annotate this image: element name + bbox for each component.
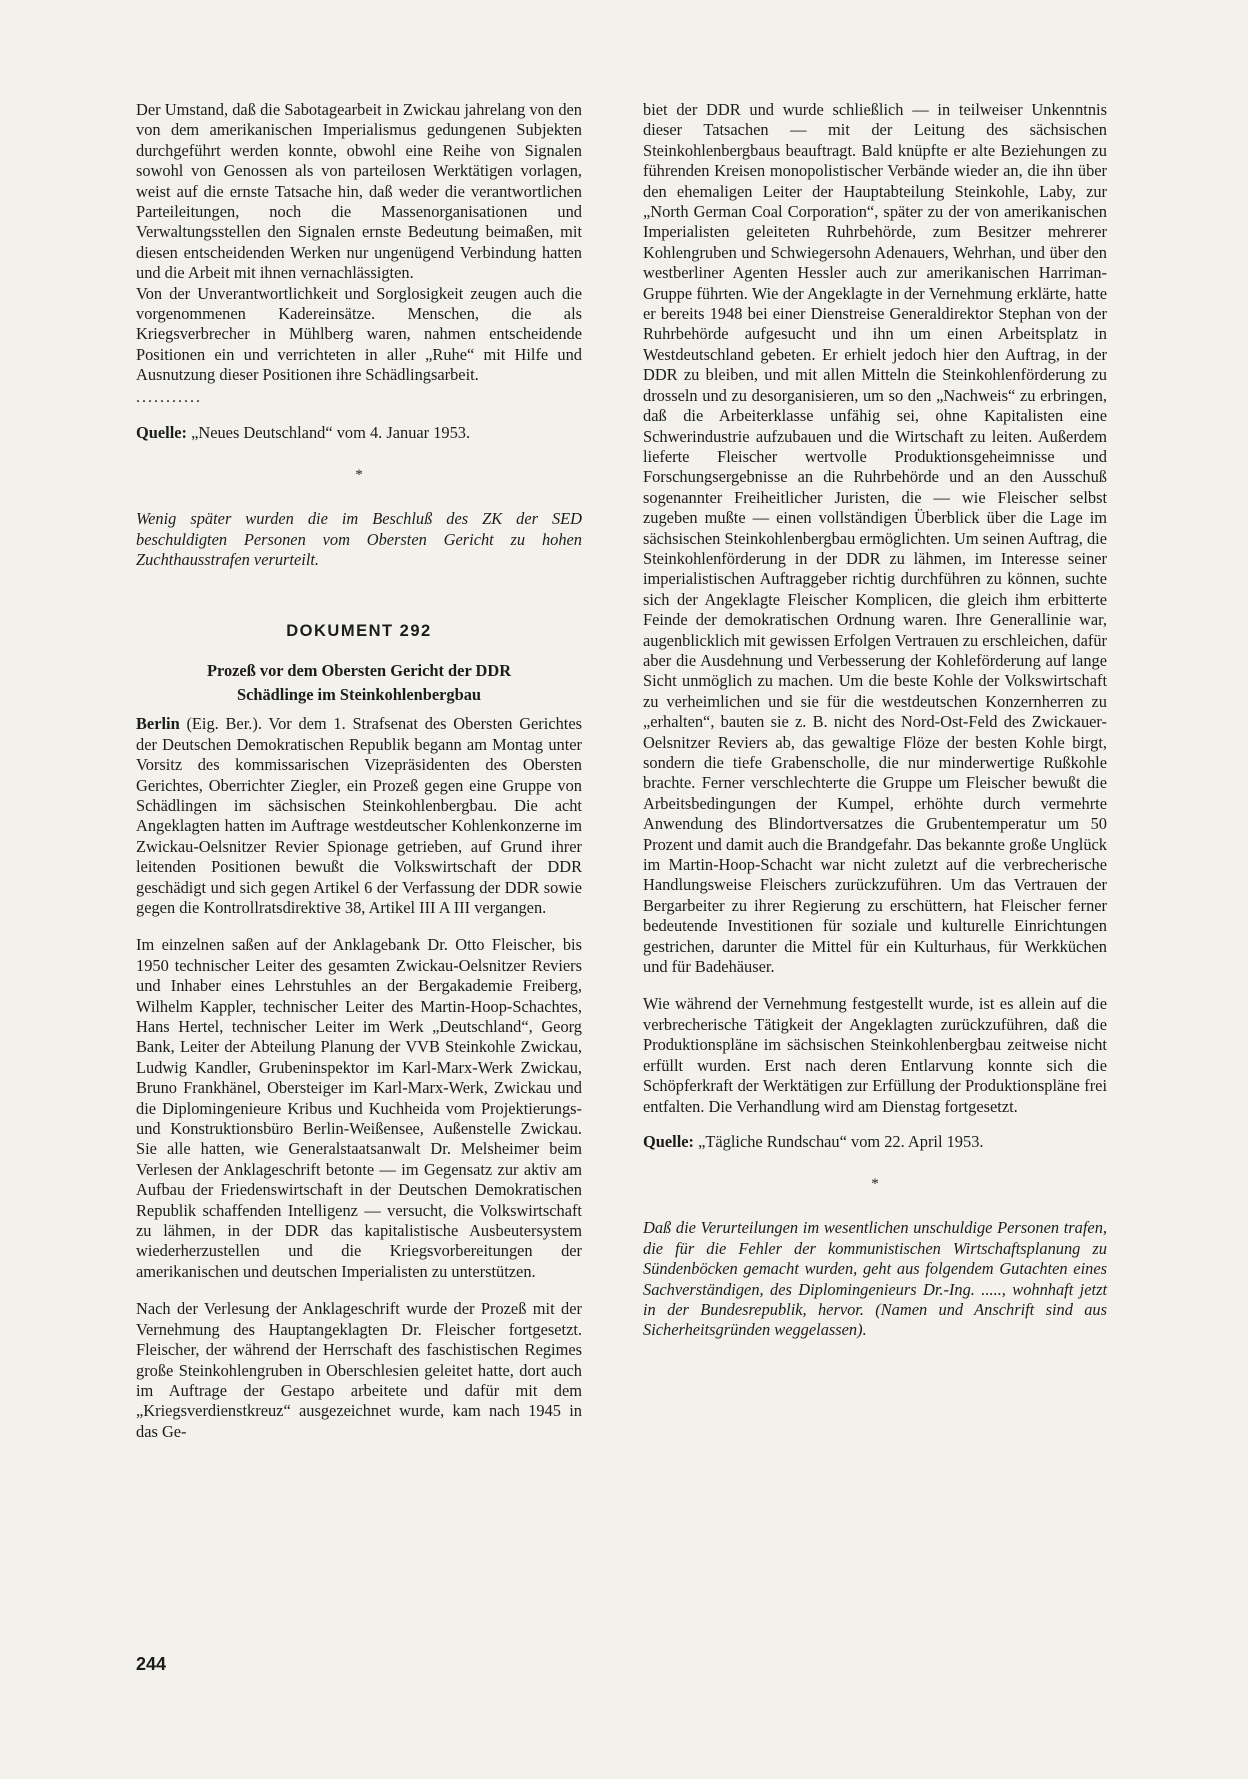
lead-paragraph <box>136 714 582 918</box>
paragraph: Von der Unverantwortlichkeit und Sorglosigkeit zeugen auch die vorgenommenen Kadereinsätze. Menschen, die als Kriegsverbrecher in Mühlberg waren, nahmen entscheidende Positionen ein und verrichteten in aller „Ruhe“ mit Hilfe und Ausnutzung dieser Positionen ihre Schädlingsarbeit. <box>136 283 582 385</box>
source-label: Quelle: <box>643 1131 694 1151</box>
source-text: „Neues Deutschland“ vom 4. Januar 1953. <box>186 422 471 442</box>
ellipsis-dots: ........... <box>136 388 202 406</box>
paragraph: Im einzelnen saßen auf der Anklagebank Dr. Otto Fleischer, bis 1950 technischer Leiter des gesamten Zwickau-Oelsnitzer Reviers und Inhaber eines Lehrstuhles an der Bergakademie Freiberg, Wilhelm Kappler, technischer Leiter des Martin-Hoop-Schachtes, Hans Hertel, technischer Leiter im Werk „Deutschland“, Georg Bank, Leiter der Abteilung Planung der VVB Steinkohle Zwickau, Ludwig Kandler, Grubeninspektor im Karl-Marx-Werk Zwickau, Bruno Frankhänel, Obersteiger im Karl-Marx-Werk, Zwickau und die Diplomingenieure Kribus und Kuchheida vom Projektierungs- und Konstruktionsbüro Berlin-Weißensee, Außenstelle Zwickau. Sie alle hatten, wie Generalstaatsanwalt Dr. Melsheimer beim Verlesen der Anklageschrift betonte — im Gegensatz zur aktiv am Aufbau der Friedenswirtschaft in der Deutschen Demokratischen Republik schaffenden Intelligenz — versucht, die Volkswirtschaft zu lähmen, in der DDR das kapitalistische Ausbeutersystem wiederherzustellen und die Kriegsvorbereitungen der amerikanischen und deutschen Imperialisten zu unterstützen. <box>136 935 582 1281</box>
editorial-note: Wenig später wurden die im Beschluß des ZK der SED beschuldigten Personen vom Obersten Gericht zu hohen Zuchthausstrafen verurteilt. <box>136 509 582 569</box>
dateline: Berlin <box>136 714 180 734</box>
document-heading: DOKUMENT 292 <box>286 622 432 641</box>
lead-text: (Eig. Ber.). Vor dem 1. Strafsenat des Obersten Gerichtes der Deutschen Demokratischen Republik begann am Montag unter Vorsitz des kommissarischen Vizepräsidenten des Obersten Gerichtes, Oberrichter Ziegler, ein Prozeß gegen eine Gruppe von Schädlingen im sächsischen Steinkohlenbergbau. Die acht Angeklagten hatten im Auftrage westdeutscher Kohlenkonzerne im Zwickau-Oelsnitzer Revier Spionage getrieben, auf Grund ihrer leitenden Positionen bewußt die Volkswirtschaft der DDR geschädigt und sich gegen Artikel 6 der Verfassung der DDR sowie gegen die Kontrollratsdirektive 38, Artikel III A III vergangen. <box>136 714 582 917</box>
source-citation <box>643 1132 1107 1152</box>
article-subheadline: Schädlinge im Steinkohlenbergbau <box>236 685 482 705</box>
paragraph: Wie während der Vernehmung festgestellt wurde, ist es allein auf die verbrecherische Tätigkeit der Angeklagten zurückzuführen, daß die Produktionspläne im sächsischen Steinkohlenbergbau zeitweise nicht erfüllt wurden. Erst nach deren Entlarvung konnte sich die Schöpferkraft der Werktätigen zur Erfüllung der Produktionspläne frei entfalten. Die Verhandlung wird am Dienstag fortgesetzt. <box>643 994 1107 1116</box>
article-headline: Prozeß vor dem Obersten Gericht der DDR <box>206 661 512 681</box>
right-column <box>643 100 1107 1341</box>
source-citation <box>136 423 582 443</box>
page-number: 244 <box>136 1654 167 1674</box>
left-column <box>136 100 582 1442</box>
editorial-note: Daß die Verurteilungen im wesentlichen unschuldige Personen trafen, die für die Fehler der kommunistischen Wirtschaftsplanung zu Sündenböcken gemacht wurden, geht aus folgendem Gutachten eines Sachverständigen, des Diplomingenieurs Dr.-Ing. ....., wohnhaft jetzt in der Bundesrepublik, hervor. (Namen und Anschrift sind aus Sicherheitsgründen weggelassen). <box>643 1218 1107 1340</box>
paragraph: biet der DDR und wurde schließlich — in teilweiser Unkenntnis dieser Tatsachen — mit der Leitung des sächsischen Steinkohlenbergbaus beauftragt. Bald knüpfte er alte Beziehungen zu führenden Kreisen monopolistischer Verbände wieder an, die ihn über den ehemaligen Leiter der Hauptabteilung Steinkohle, Laby, zur „North German Coal Corporation“, später zu der von amerikanischen Imperialisten geleiteten Ruhrbehörde, zum Besitzer mehrerer Kohlengruben und Schwiegersohn Adenauers, Wehrhan, und über den westberliner Agenten Hessler auch zur amerikanischen Harriman-Gruppe führten. Wie der Angeklagte in der Vernehmung erklärte, hatte er bereits 1948 bei einer Dienstreise Generaldirektor Stephan von der Ruhrbehörde aufgesucht und ihn um einen Arbeitsplatz in Westdeutschland gebeten. Er erhielt jedoch hier den Auftrag, in der DDR zu bleiben, und mit allen Mitteln die Steinkohlenförderung zu drosseln und zu desorganisieren, um so den „Nachweis“ zu erbringen, daß die Arbeiterklasse unfähig sei, ohne Kapitalisten eine Schwerindustrie aufzubauen und die Wirtschaft zu leiten. Außerdem lieferte Fleischer wertvolle Produktionsgeheimnisse und Forschungsergebnisse an die Ruhrbehörde und an den Ausschuß sogenannter Freiheitlicher Juristen, die — wie Fleischer selbst zugeben mußte — einen vollständigen Überblick über die Lage im sächsischen Steinkohlenbergbau ermöglichten. Um seinen Auftrag, die Steinkohlenförderung in der DDR zu lähmen, im Interesse seiner imperialistischen Auftraggeber richtig durchführen zu können, suchte sich der Angeklagte Fleischer Komplicen, die gleich ihm erbitterte Feinde der demokratischen Ordnung waren. Ihre Generallinie war, augenblicklich mit gewissen Erfolgen Vertrauen zu erschleichen, dafür aber die Ausdehnung und Verbesserung der Kohleförderung auf lange Sicht unmöglich zu machen. Um die beste Kohle der Volkswirtschaft zu verheimlichen und sie für die westdeutschen Konzernherren zu „erhalten“, bauten sie z. B. nicht des Nord-Ost-Feld des Zwickauer-Oelsnitzer Reviers ab, das gewaltige Flöze der besten Kohle birgt, sondern die tiefe Grabenscholle, die nur minderwertige Rußkohle brachte. Ferner verschlechterte die Gruppe um Fleischer bewußt die Arbeitsbedingungen der Kumpel, erhöhte durch vermehrte Anwendung des Blindortversatzes die Grubentemperatur um 50 Prozent und damit auch die Brandgefahr. Das bekannte große Unglück im Martin-Hoop-Schacht war nicht zuletzt auf die verbrecherische Handlungsweise Fleischers zurückzuführen. Um das Vertrauen der Bergarbeiter zu ihrer Regierung zu erschüttern, hat Fleischer ferner bedeutende Investitionen für soziale und kulturelle Einrichtungen gestrichen, darunter die Mittel für ein Kulturhaus, für Werkküchen und für Badehäuser. <box>643 100 1107 977</box>
source-label: Quelle: <box>136 422 187 442</box>
paragraph: Der Umstand, daß die Sabotagearbeit in Zwickau jahrelang von den von dem amerikanischen Imperialismus gedungenen Subjekten durchgeführt werden konnte, obwohl eine Reihe von Signalen sowohl von Genossen als von parteilosen Werktätigen vorlagen, weist auf die ernste Tatsache hin, daß weder die verantwortlichen Parteileitungen, noch die Massenorganisationen und Verwaltungsstellen den Signalen ernste Bedeutung beimaßen, mit diesen entscheidenden Werken nur ungenügend Verbindung hatten und die Arbeit mit ihnen vernachlässigten. <box>136 100 582 283</box>
section-separator-star: * <box>355 467 363 484</box>
paragraph: Nach der Verlesung der Anklageschrift wurde der Prozeß mit der Vernehmung des Hauptangeklagten Dr. Fleischer fortgesetzt. Fleischer, der während der Herrschaft des faschistischen Regimes große Steinkohlengruben in Oberschlesien geleitet hatte, dort auch im Auftrage der Gestapo arbeitete und dafür mit dem „Kriegsverdienstkreuz“ ausgezeichnet wurde, kam nach 1945 in das Ge- <box>136 1299 582 1441</box>
source-text: „Tägliche Rundschau“ vom 22. April 1953. <box>693 1131 984 1151</box>
section-separator-star: * <box>871 1176 879 1193</box>
